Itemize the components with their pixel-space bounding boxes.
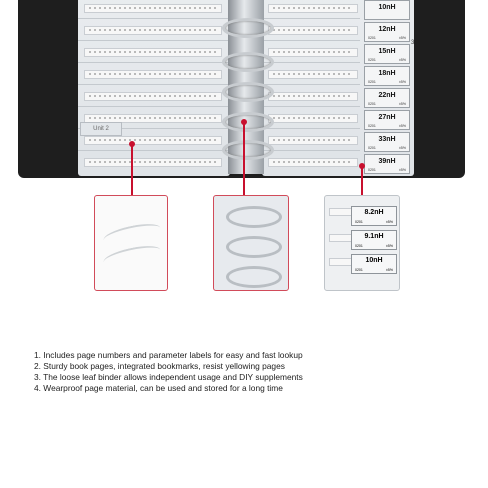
binder-ring bbox=[222, 112, 274, 132]
tab-value: 18nH bbox=[378, 70, 396, 77]
component-strip bbox=[268, 136, 358, 145]
bookmark-tab bbox=[364, 154, 410, 174]
page-sleeve bbox=[262, 40, 360, 41]
component-strip bbox=[84, 136, 222, 145]
tab-tolerance: ±5% bbox=[399, 168, 406, 172]
bookmark-tab bbox=[364, 88, 410, 108]
bookmark-tab bbox=[364, 132, 410, 152]
tab-size: 0201 bbox=[368, 146, 376, 150]
page-sleeve bbox=[262, 84, 360, 85]
tab-value: 10nH bbox=[365, 257, 383, 264]
page-sleeve bbox=[78, 84, 230, 85]
bookmark-tab bbox=[351, 230, 397, 250]
binder-ring bbox=[222, 52, 274, 72]
detail-binder-rings bbox=[213, 195, 289, 291]
component-strip bbox=[268, 4, 358, 13]
tab-value: 33nH bbox=[378, 136, 396, 143]
tab-value: 12nH bbox=[378, 26, 396, 33]
bookmark-tab bbox=[351, 254, 397, 274]
page-sleeve bbox=[262, 128, 360, 129]
component-strip bbox=[268, 48, 358, 57]
bookmark-tabs bbox=[364, 0, 410, 174]
tab-size: 0201 bbox=[368, 168, 376, 172]
tab-size: 0201 bbox=[368, 102, 376, 106]
page-sleeve bbox=[78, 150, 230, 151]
page-sleeve bbox=[262, 62, 360, 63]
tab-size: 0201 bbox=[368, 36, 376, 40]
component-strip bbox=[268, 114, 358, 123]
callout-line bbox=[361, 166, 363, 195]
binder-ring bbox=[222, 18, 274, 38]
component-strip bbox=[329, 258, 353, 266]
component-strip bbox=[84, 158, 222, 167]
binder-ring bbox=[226, 266, 282, 288]
tab-size: 0201 bbox=[355, 244, 363, 248]
callout-dot bbox=[241, 119, 247, 125]
component-strip bbox=[84, 48, 222, 57]
bookmark-tab bbox=[364, 22, 410, 42]
tab-tolerance: ±5% bbox=[399, 36, 406, 40]
detail-page-material bbox=[94, 195, 168, 291]
tab-tolerance: ±5% bbox=[386, 220, 393, 224]
tab-value: 22nH bbox=[378, 92, 396, 99]
tab-tolerance: ±5% bbox=[399, 58, 406, 62]
tab-size: 0201 bbox=[368, 58, 376, 62]
feature-item: 1. Includes page numbers and parameter labels for easy and fast lookup bbox=[34, 350, 303, 360]
left-page-tab: Unit 2 bbox=[80, 122, 122, 136]
tab-size: 0201 bbox=[355, 268, 363, 272]
page-sleeve bbox=[78, 62, 230, 63]
bookmark-tab bbox=[364, 110, 410, 130]
tab-size: 0201 bbox=[355, 220, 363, 224]
component-strip bbox=[329, 208, 353, 216]
tab-size: 0201 bbox=[368, 80, 376, 84]
binder-ring bbox=[226, 236, 282, 258]
page-sleeve bbox=[262, 18, 360, 19]
tab-value: 10nH bbox=[378, 4, 396, 11]
feature-item: 2. Sturdy book pages, integrated bookmarks, resist yellowing pages bbox=[34, 361, 285, 371]
left-page bbox=[78, 0, 230, 176]
tab-tolerance: ±5% bbox=[399, 102, 406, 106]
component-strip bbox=[84, 4, 222, 13]
component-strip bbox=[268, 158, 358, 167]
binder-ring bbox=[222, 140, 274, 160]
bookmark-tab bbox=[364, 44, 410, 64]
bookmark-tab bbox=[364, 0, 410, 20]
page-sleeve bbox=[262, 106, 360, 107]
page-sleeve bbox=[78, 18, 230, 19]
tab-value: 27nH bbox=[378, 114, 396, 121]
page-sleeve bbox=[262, 150, 360, 151]
bookmark-tab bbox=[351, 206, 397, 226]
component-strip bbox=[84, 26, 222, 35]
page-sleeve bbox=[78, 40, 230, 41]
tab-tolerance: ±5% bbox=[386, 244, 393, 248]
bookmark-tab bbox=[364, 66, 410, 86]
callout-line bbox=[243, 122, 245, 195]
binder-ring bbox=[226, 206, 282, 228]
component-strip bbox=[268, 92, 358, 101]
page-sleeve bbox=[78, 106, 230, 107]
component-strip bbox=[268, 70, 358, 79]
callout-line bbox=[131, 144, 133, 195]
feature-item: 4. Wearproof page material, can be used and stored for a long time bbox=[34, 383, 283, 393]
component-strip bbox=[84, 70, 222, 79]
tab-tolerance: ±5% bbox=[386, 268, 393, 272]
callout-dot bbox=[359, 163, 365, 169]
tab-size: 0201 bbox=[368, 124, 376, 128]
binder-ring bbox=[222, 82, 274, 102]
tab-tolerance: ±5% bbox=[399, 146, 406, 150]
tab-value: 39nH bbox=[378, 158, 396, 165]
tab-value: 8.2nH bbox=[364, 209, 384, 216]
detail-bookmark-tabs bbox=[324, 195, 400, 291]
component-strip bbox=[329, 234, 353, 242]
component-strip bbox=[84, 92, 222, 101]
page-curl bbox=[102, 220, 162, 248]
page-number: 3 bbox=[411, 40, 415, 46]
tab-value: 9.1nH bbox=[364, 233, 384, 240]
tab-tolerance: ±5% bbox=[399, 124, 406, 128]
tab-tolerance: ±5% bbox=[399, 80, 406, 84]
component-strip bbox=[268, 26, 358, 35]
feature-item: 3. The loose leaf binder allows independent usage and DIY supplements bbox=[34, 372, 303, 382]
tab-value: 15nH bbox=[378, 48, 396, 55]
callout-dot bbox=[129, 141, 135, 147]
feature-list bbox=[34, 350, 454, 394]
